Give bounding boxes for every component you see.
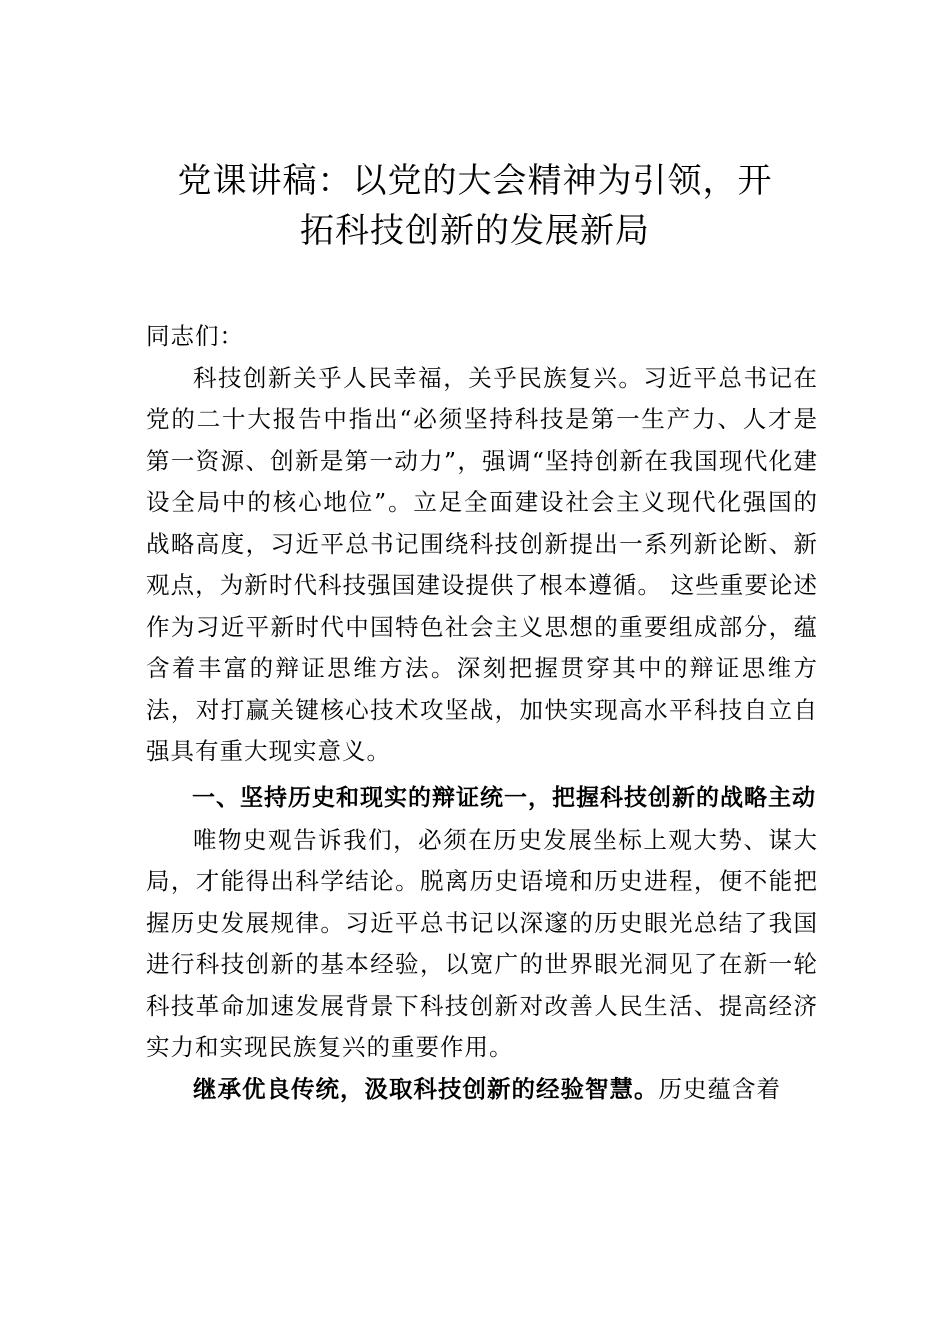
document-title (100, 156, 850, 256)
section-heading-1: 一、坚持历史和现实的辩证统一，把握科技创新的战略主动 (192, 784, 816, 811)
subsection-text: 历史蕴含着 (658, 1074, 781, 1103)
title-line-2: 拓科技创新的发展新局 (300, 211, 650, 251)
subsection-paragraph (146, 1069, 818, 1111)
subsection-lead-sentence: 继承优良传统，汲取科技创新的经验智慧。 (193, 1074, 659, 1103)
salutation: 同志们： (146, 322, 244, 350)
document-body (146, 316, 818, 1110)
section-1-paragraph: 唯物史观告诉我们，必须在历史发展坐标上观大势、谋大局，才能得出科学结论。脱离历史语境和历史进程，便不能把握历史发展规律。习近平总书记以深邃的历史眼光总结了我国进行科技创新的基本经验，以宽广的世界眼光洞见了在新一轮科技革命加速发展背景下科技创新对改善人民生活、提高经济实力和实现民族复兴的重要作用。 (146, 825, 818, 1061)
title-line-1: 党课讲稿：以党的大会精神为引领，开 (177, 161, 773, 201)
intro-paragraph: 科技创新关乎人民幸福，关乎民族复兴。习近平总书记在党的二十大报告中指出“必须坚持科技是第一生产力、人才是第一资源、创新是第一动力”，强调“坚持创新在我国现代化建设全局中的核心地位”。立足全面建设社会主义现代化强国的战略高度，习近平总书记围绕科技创新提出一系列新论断、新观点，为新时代科技强国建设提供了根本遵循。 这些重要论述作为习近平新时代中国特色社会主义思想的重要组成部分，蕴含着丰富的辩证思维方法。深刻把握贯穿其中的辩证思维方法，对打赢关键核心技术攻坚战，加快实现高水平科技自立自强具有重大现实意义。 (146, 363, 818, 765)
